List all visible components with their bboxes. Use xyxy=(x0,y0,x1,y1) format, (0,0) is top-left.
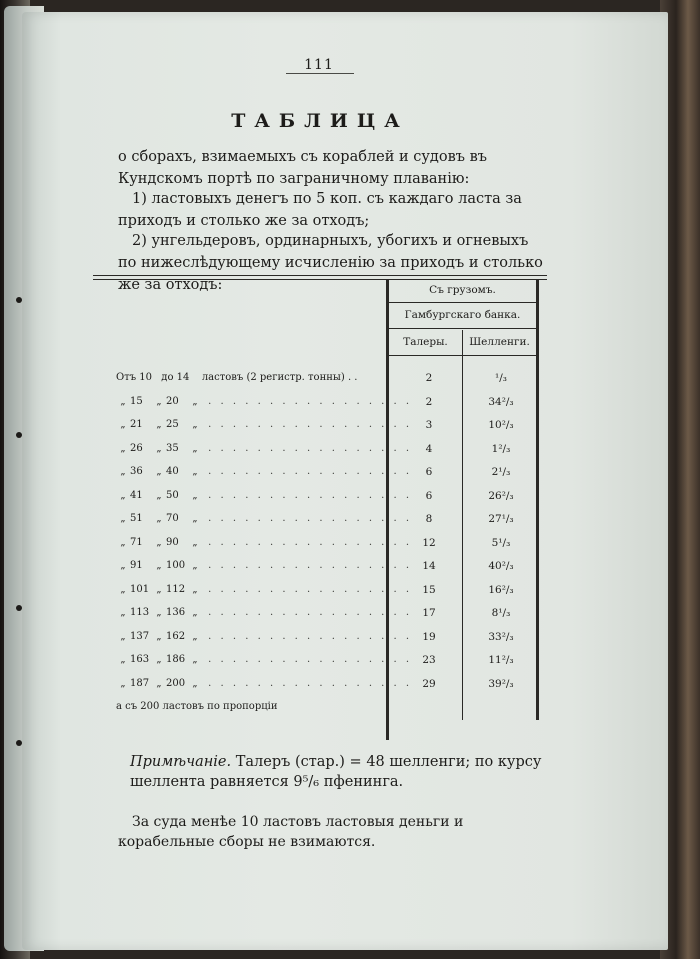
range-from: 10 xyxy=(139,372,153,383)
ditto-mark: „ xyxy=(192,489,198,501)
table-row-range xyxy=(116,466,413,477)
table-cell-schillings: 39²/₃ xyxy=(488,677,514,690)
note-text: Талеръ (стар.) = 48 шелленги; по курсу шеллента равняется 9⁵/₆ пфенинга. xyxy=(130,754,542,790)
ditto-mark: „ xyxy=(156,442,162,454)
table-cell-thalers: 3 xyxy=(425,419,433,431)
ditto-mark: „ xyxy=(156,395,162,407)
table-row-range xyxy=(116,677,413,689)
table-cell-schillings: 1²/₃ xyxy=(491,442,511,455)
leader-dots: . . . . . . . . . . . . . . . . . xyxy=(202,583,413,595)
list-item-2: 2) унгельдеровъ, ординарныхъ, убогихъ и огневыхъ по нижеслѣдующему исчисленію за приходъ и столько же за отходъ: xyxy=(118,233,543,293)
range-to: 40 xyxy=(166,466,179,477)
range-middle: до xyxy=(161,372,177,383)
ditto-mark: „ xyxy=(192,536,198,548)
ditto-mark: „ xyxy=(156,677,162,689)
leader-dots: . . . . . . . . . . . . . . . . . xyxy=(202,513,413,524)
table-row-range xyxy=(116,419,413,430)
leader-dots: . . . . . . . . . . . . . . . . . xyxy=(202,395,413,407)
ditto-mark: „ xyxy=(120,513,126,524)
ditto-mark: „ xyxy=(192,466,198,477)
ditto-mark: „ xyxy=(120,677,126,689)
table-row-range xyxy=(116,607,413,618)
table-row-range xyxy=(116,372,386,383)
table-cell-thalers: 12 xyxy=(422,536,436,549)
table-row-range xyxy=(116,583,413,595)
ditto-mark: „ xyxy=(156,630,162,642)
range-from: 163 xyxy=(130,654,150,665)
table-cell-schillings: 34²/₃ xyxy=(488,395,514,408)
ditto-mark: „ xyxy=(192,607,198,618)
table-header-rule xyxy=(389,355,536,356)
table-footer-row: а съ 200 ластовъ по пропорціи xyxy=(116,701,278,712)
range-from: 15 xyxy=(130,395,143,407)
ditto-mark: „ xyxy=(192,654,198,665)
ditto-mark: „ xyxy=(120,489,126,501)
ditto-mark: „ xyxy=(156,583,162,595)
leader-dots: . . . . . . . . . . . . . . . . . xyxy=(202,607,413,618)
table-cell-schillings: 2¹/₃ xyxy=(491,466,511,478)
ditto-mark: „ xyxy=(156,466,162,477)
leader-dots: . . . . . . . . . . . . . . . . . xyxy=(202,654,413,665)
table-cell-thalers: 19 xyxy=(422,630,436,643)
ditto-mark: „ xyxy=(192,630,198,642)
table-header-rule xyxy=(389,302,536,303)
ditto-mark: „ xyxy=(120,583,126,595)
table-cell-schillings: 8¹/₃ xyxy=(491,607,511,619)
table-right-border xyxy=(536,280,539,720)
note-label: Примѣчаніе. xyxy=(130,754,232,770)
table-cell-thalers: 8 xyxy=(425,513,433,525)
range-from: 187 xyxy=(130,677,150,689)
table-cell-schillings: 11²/₃ xyxy=(488,654,514,666)
range-to: 50 xyxy=(166,489,179,501)
ditto-mark: „ xyxy=(120,536,126,548)
ditto-mark: „ xyxy=(120,442,126,454)
ditto-mark: „ xyxy=(192,442,198,454)
ditto-mark: „ xyxy=(192,395,198,407)
range-to: 136 xyxy=(166,607,186,618)
range-to: 162 xyxy=(166,630,186,642)
table-cell-schillings: 26²/₃ xyxy=(488,489,514,502)
range-prefix: Отъ xyxy=(116,372,140,383)
table-cell-schillings: 40²/₃ xyxy=(488,560,514,572)
range-from: 71 xyxy=(130,536,143,548)
ditto-mark: „ xyxy=(156,536,162,548)
table-cell-thalers: 4 xyxy=(425,442,433,455)
range-to: 100 xyxy=(166,560,186,571)
range-from: 21 xyxy=(130,419,143,430)
range-to: 25 xyxy=(166,419,179,430)
ditto-mark: „ xyxy=(156,654,162,665)
ditto-mark: „ xyxy=(192,583,198,595)
ditto-mark: „ xyxy=(156,513,162,524)
table-divider-main xyxy=(386,280,389,740)
table-cell-thalers: 2 xyxy=(425,372,433,384)
table-cell-thalers: 6 xyxy=(425,466,433,478)
table-row-range xyxy=(116,489,413,501)
ditto-mark: „ xyxy=(192,677,198,689)
table-top-rule xyxy=(93,275,547,280)
note-paragraph xyxy=(130,752,560,792)
leader-dots: . . . . . . . . . . . . . . . . . xyxy=(202,560,413,571)
leader-dots: . . . . . . . . . . . . . . . . . xyxy=(202,489,413,501)
table-cell-thalers: 6 xyxy=(425,489,433,502)
table-cell-thalers: 17 xyxy=(422,607,436,619)
table-cell-thalers: 15 xyxy=(422,583,436,596)
list-item-1: 1) ластовыхъ денегъ по 5 коп. съ каждаго ласта за приходъ и столько же за отходъ; xyxy=(118,191,522,229)
range-from: 91 xyxy=(130,560,143,571)
leader-dots: . . . . . . . . . . . . . . . . . xyxy=(202,466,413,477)
range-to: 14 xyxy=(176,372,190,383)
ditto-mark: „ xyxy=(156,560,162,571)
ditto-mark: „ xyxy=(192,513,198,524)
range-to: 90 xyxy=(166,536,179,548)
table-cell-schillings: 27¹/₃ xyxy=(488,513,514,525)
table-row-range xyxy=(116,513,413,524)
ditto-mark: „ xyxy=(192,560,198,571)
range-from: 26 xyxy=(130,442,143,454)
range-to: 112 xyxy=(166,583,186,595)
range-from: 101 xyxy=(130,583,150,595)
leader-dots: . . . . . . . . . . . . . . . . . xyxy=(202,442,413,454)
table-row-range xyxy=(116,630,413,642)
range-from: 137 xyxy=(130,630,150,642)
table-cell-schillings: 10²/₃ xyxy=(488,419,514,431)
ditto-mark: „ xyxy=(120,630,126,642)
leader-dots: . . . . . . . . . . . . . . . . . xyxy=(202,630,413,642)
closing-paragraph: За суда менѣе 10 ластовъ ластовыя деньги и корабельные сборы не взимаются. xyxy=(118,814,464,850)
table-cell-schillings: 16²/₃ xyxy=(488,583,514,596)
table-row-range xyxy=(116,395,413,407)
table-header-rule xyxy=(389,328,536,329)
range-from: 36 xyxy=(130,466,143,477)
table-header-thalers: Талеры. xyxy=(403,336,448,348)
page-title: ТАБЛИЦА xyxy=(231,110,409,132)
table-row-range xyxy=(116,654,413,665)
ditto-mark: „ xyxy=(156,607,162,618)
table-row-range xyxy=(116,536,413,548)
table-cell-schillings: 5¹/₃ xyxy=(491,536,511,549)
table-row-range xyxy=(116,442,413,454)
ditto-mark: „ xyxy=(120,607,126,618)
ditto-mark: „ xyxy=(120,395,126,407)
range-from: 51 xyxy=(130,513,143,524)
range-to: 20 xyxy=(166,395,179,407)
table-cell-thalers: 2 xyxy=(425,395,433,408)
leader-dots: . . . . . . . . . . . . . . . . . xyxy=(202,536,413,548)
table-cell-schillings: ¹/₃ xyxy=(495,372,507,384)
page-number-rule xyxy=(286,73,354,74)
ditto-mark: „ xyxy=(192,419,198,430)
table-cell-schillings: 33²/₃ xyxy=(488,630,514,643)
table-cell-thalers: 29 xyxy=(422,677,436,690)
table-header-cargo: Съ грузомъ. xyxy=(429,284,496,296)
table-cell-thalers: 23 xyxy=(422,654,436,666)
table-header-schillings: Шелленги. xyxy=(469,336,530,348)
ditto-mark: „ xyxy=(120,654,126,665)
ditto-mark: „ xyxy=(120,419,126,430)
range-to: 70 xyxy=(166,513,179,524)
range-from: 113 xyxy=(130,607,150,618)
table-header-bank: Гамбургскаго банка. xyxy=(404,309,521,321)
range-from: 41 xyxy=(130,489,143,501)
ditto-mark: „ xyxy=(156,419,162,430)
range-to: 200 xyxy=(166,677,186,689)
intro-paragraph: о сборахъ, взимаемыхъ съ кораблей и судовъ въ Кундскомъ портѣ по заграничному плаванію: xyxy=(118,149,487,187)
table-cell-thalers: 14 xyxy=(422,560,436,572)
ditto-mark: „ xyxy=(120,466,126,477)
range-to: 35 xyxy=(166,442,179,454)
leader-dots: . . . . . . . . . . . . . . . . . xyxy=(202,677,413,689)
ditto-mark: „ xyxy=(120,560,126,571)
range-to: 186 xyxy=(166,654,186,665)
leader-dots: . . . . . . . . . . . . . . . . . xyxy=(202,419,413,430)
page-number: 111 xyxy=(304,57,334,73)
range-suffix: ластовъ (2 регистр. тонны) . . xyxy=(198,372,358,383)
table-row-range xyxy=(116,560,413,571)
ditto-mark: „ xyxy=(156,489,162,501)
